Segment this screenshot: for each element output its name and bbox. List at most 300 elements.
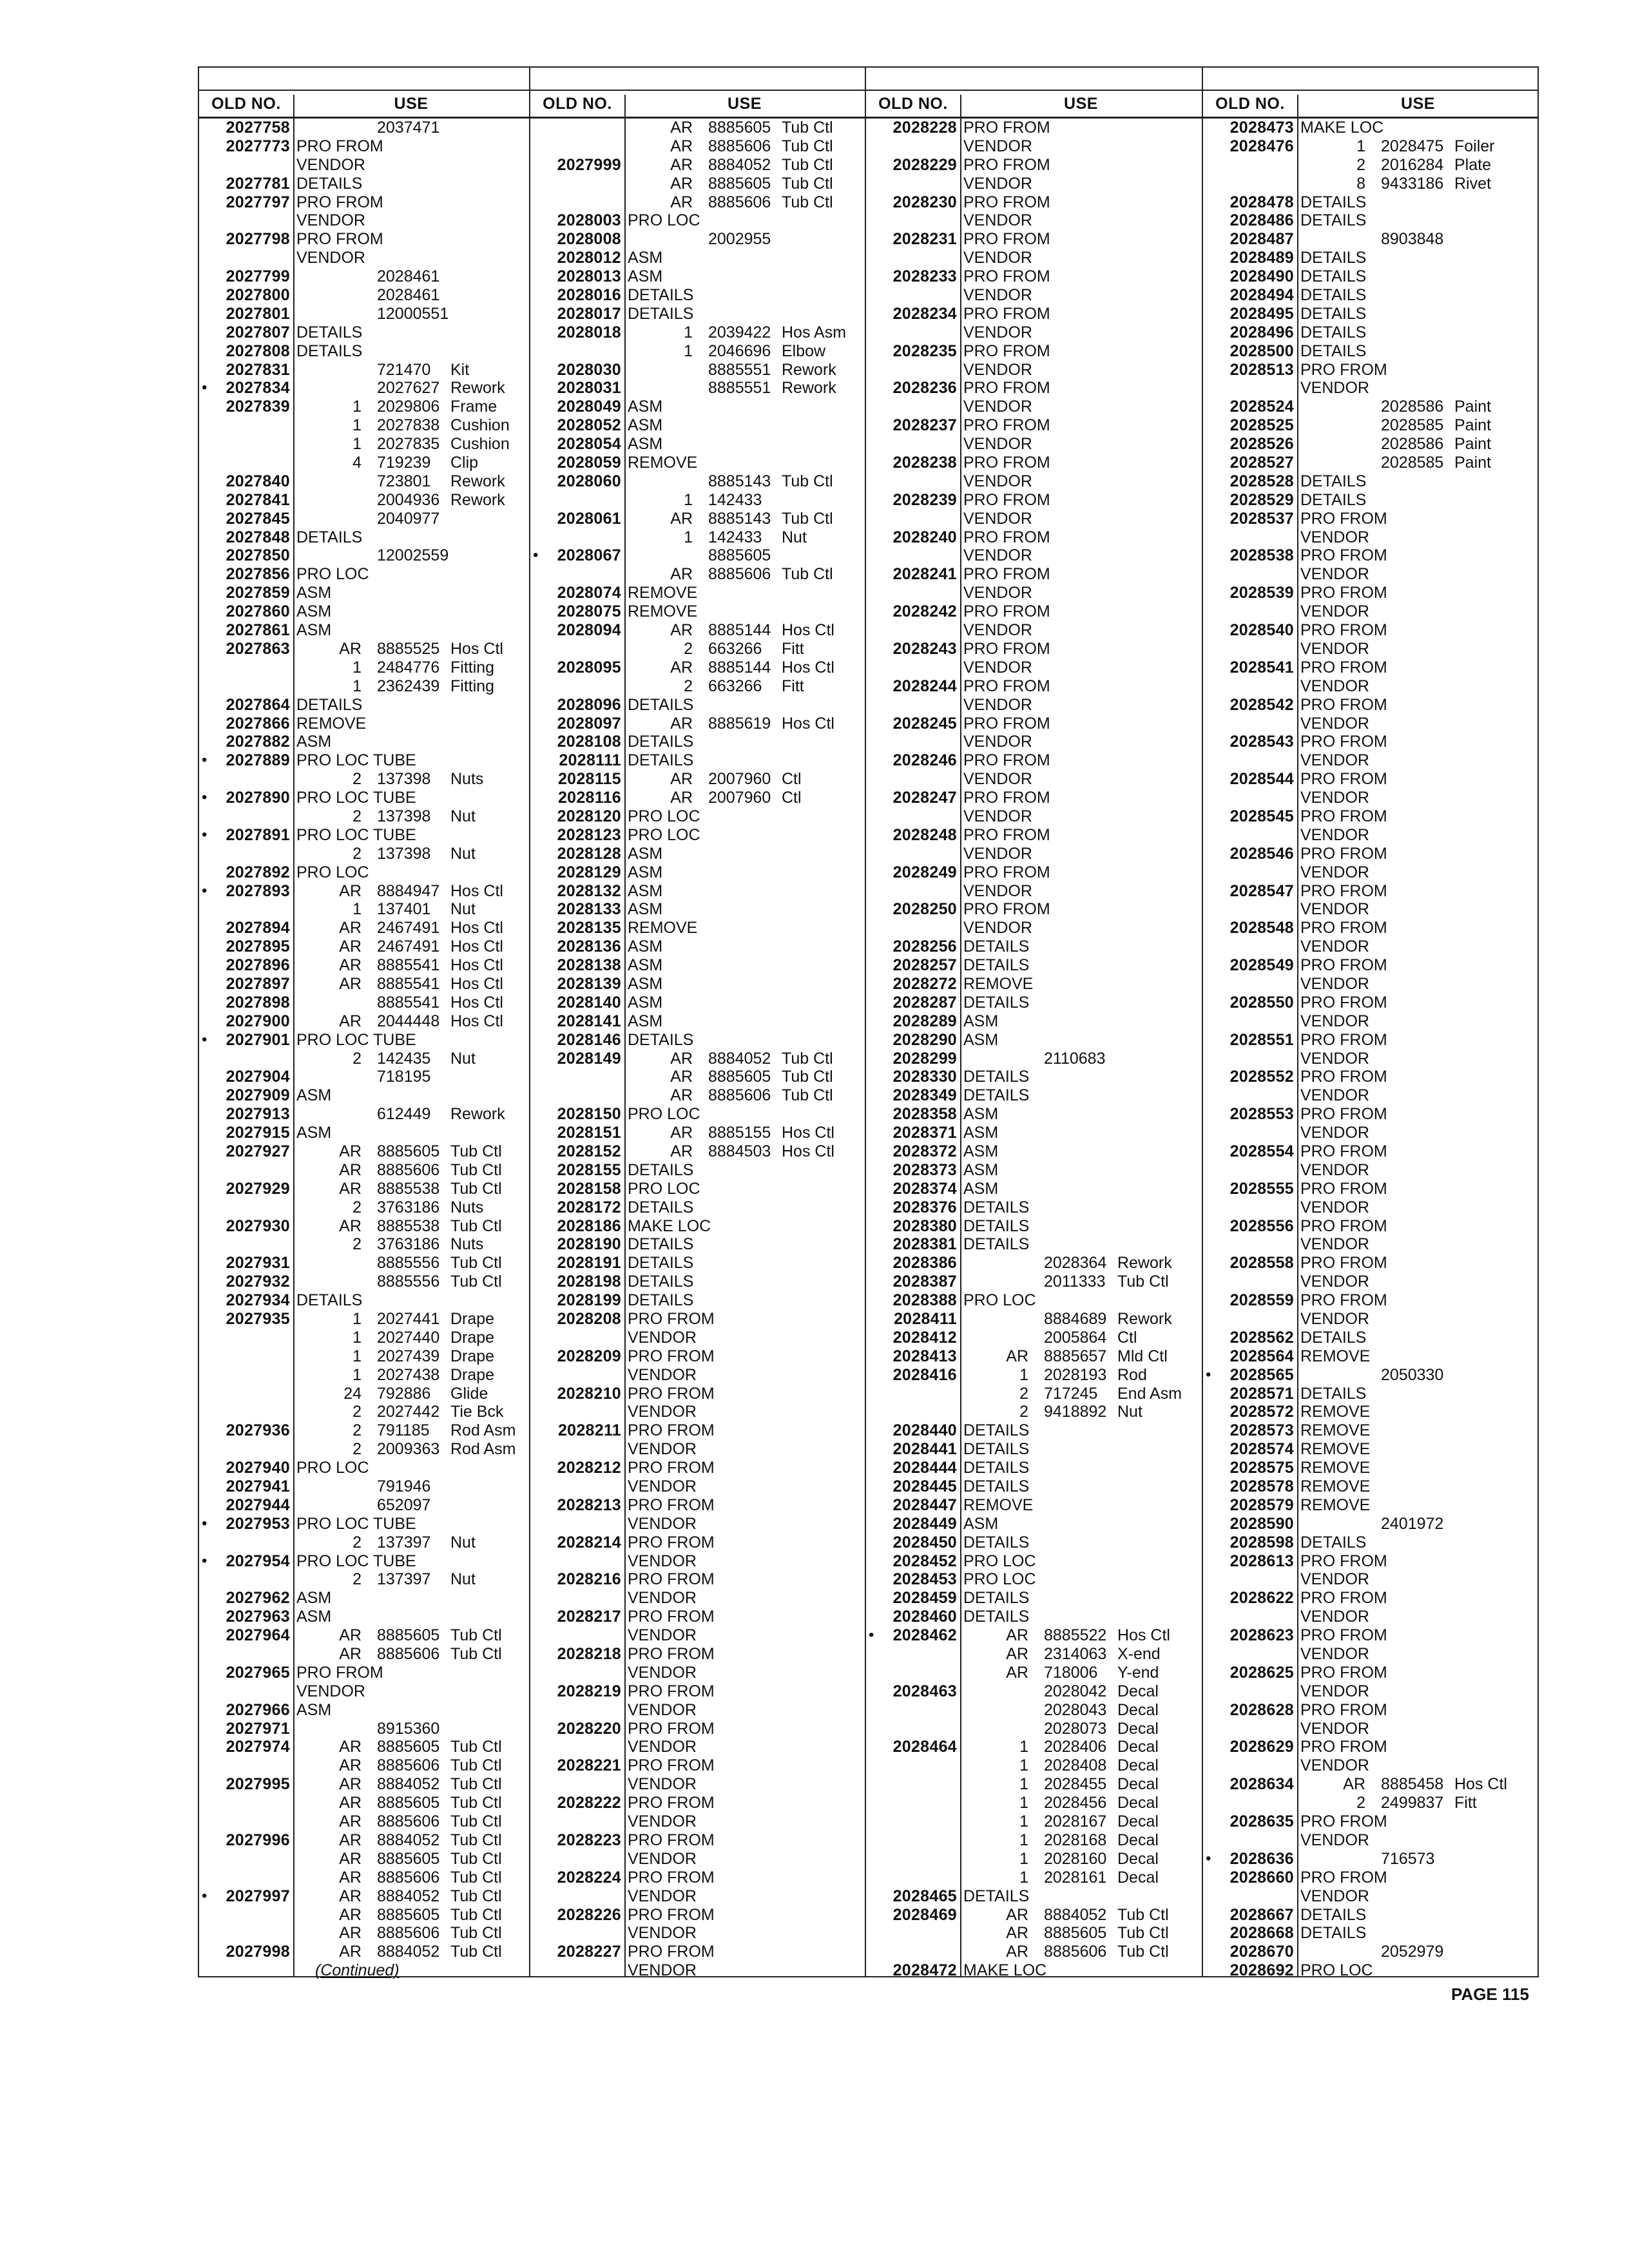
use-code: PRO FROM <box>963 565 1050 584</box>
use-code: DETAILS <box>1300 1384 1367 1403</box>
part-number: 8885606 <box>377 1645 440 1664</box>
part-number: 2467491 <box>377 937 440 956</box>
part-number: 137397 <box>377 1570 431 1589</box>
table-row <box>1203 249 1539 267</box>
use-code: DETAILS <box>628 1030 694 1049</box>
old-number: 2027845 <box>226 509 290 528</box>
old-number: 2028191 <box>557 1254 621 1273</box>
old-number: 2028008 <box>557 230 621 249</box>
table-row <box>1203 119 1539 137</box>
use-code: PRO LOC <box>296 863 369 881</box>
old-number: 2027807 <box>226 323 290 341</box>
use-code: ASM <box>628 1012 663 1030</box>
part-description: Tub Ctl <box>1117 1273 1169 1291</box>
old-number: 2028558 <box>1229 1254 1294 1273</box>
part-number: 2011333 <box>1044 1273 1106 1291</box>
table-row <box>1203 1515 1539 1533</box>
part-number: 663266 <box>708 677 762 695</box>
part-number: 2007960 <box>708 789 771 807</box>
table-row <box>866 1756 1202 1775</box>
old-number: 2027840 <box>226 472 290 490</box>
part-description: Fitt <box>1454 1794 1477 1812</box>
old-number: 2028287 <box>892 993 957 1012</box>
table-row <box>199 1961 529 1980</box>
use-code: PRO FROM <box>963 490 1050 509</box>
old-number: 2028494 <box>1229 286 1294 305</box>
part-description: Ctl <box>782 789 802 807</box>
table-row <box>530 267 865 286</box>
part-number: 137398 <box>377 770 431 789</box>
table-row <box>866 472 1202 491</box>
part-number: 2037471 <box>377 119 440 137</box>
use-code: PRO FROM <box>628 1645 715 1664</box>
part-description: Decal <box>1117 1700 1159 1719</box>
old-number: 2028223 <box>557 1831 621 1849</box>
table-row <box>530 119 865 137</box>
old-number: 2028374 <box>892 1179 957 1198</box>
part-description: Tub Ctl <box>450 1738 502 1756</box>
use-code: VENDOR <box>296 249 365 267</box>
part-number: 718006 <box>1044 1663 1098 1682</box>
quantity: AR <box>339 1812 361 1831</box>
old-number: 2028553 <box>1229 1105 1294 1124</box>
table-row <box>530 845 865 863</box>
old-number: 2027866 <box>226 714 290 733</box>
part-description: Decal <box>1117 1868 1159 1887</box>
use-code: VENDOR <box>1300 937 1369 956</box>
part-description: Decal <box>1117 1812 1159 1831</box>
old-number: 2028635 <box>1229 1812 1294 1831</box>
old-number: 2028150 <box>557 1105 621 1124</box>
table-row <box>866 1385 1202 1403</box>
part-description: Tub Ctl <box>782 155 833 174</box>
old-number: 2028129 <box>557 863 621 881</box>
table-row <box>866 323 1202 342</box>
use-code: ASM <box>963 1105 999 1124</box>
part-number: 2028586 <box>1381 398 1444 416</box>
part-description: Fitt <box>782 677 804 695</box>
use-code: DETAILS <box>1300 1533 1367 1552</box>
use-code: DETAILS <box>296 528 363 546</box>
use-code: PRO FROM <box>628 1794 715 1812</box>
part-number: 8885551 <box>708 379 771 398</box>
table-row <box>866 1626 1202 1645</box>
old-number: 2028128 <box>557 844 621 863</box>
header-old-no: OLD NO. <box>530 95 626 117</box>
table-row <box>199 211 529 230</box>
use-code: PRO FROM <box>963 900 1050 919</box>
part-description: Fitting <box>450 658 495 677</box>
old-number: 2027800 <box>226 286 290 305</box>
old-number: 2028017 <box>557 304 621 323</box>
part-description: Rework <box>450 379 505 398</box>
use-code: VENDOR <box>1300 1682 1369 1700</box>
old-number: 2028539 <box>1229 584 1294 602</box>
table-row <box>866 342 1202 361</box>
table-row <box>530 1831 865 1850</box>
old-number: 2028349 <box>892 1086 957 1105</box>
part-description: Rework <box>450 1105 505 1124</box>
old-number: 2028234 <box>892 304 957 323</box>
table-row <box>866 1496 1202 1515</box>
old-number: 2027893 <box>226 881 290 900</box>
use-code: ASM <box>628 844 663 863</box>
old-number: 2028256 <box>892 937 957 956</box>
old-number: 2028440 <box>892 1421 957 1440</box>
use-code: VENDOR <box>1300 1570 1369 1589</box>
old-number: 2028030 <box>557 360 621 379</box>
use-code: REMOVE <box>628 919 698 937</box>
part-number: 8885605 <box>1044 1924 1107 1943</box>
use-code: PRO FROM <box>296 193 383 211</box>
old-number: 2028469 <box>892 1905 957 1924</box>
quantity: 2 <box>352 1049 361 1068</box>
old-number: 2028546 <box>1229 844 1294 863</box>
table-row <box>530 193 865 212</box>
old-number: 2027998 <box>226 1943 290 1961</box>
use-code: ASM <box>296 621 332 640</box>
table-row <box>530 715 865 733</box>
table-row <box>866 1310 1202 1329</box>
old-number: 2028158 <box>557 1179 621 1198</box>
table-row <box>199 398 529 416</box>
table-row <box>866 249 1202 267</box>
part-number: 8885605 <box>377 1738 440 1756</box>
old-number: 2028052 <box>557 416 621 435</box>
part-description: Tub Ctl <box>782 1086 833 1105</box>
use-code: PRO FROM <box>628 1310 715 1328</box>
quantity: 2 <box>684 639 693 658</box>
use-code: VENDOR <box>963 695 1032 714</box>
table-row <box>1203 1812 1539 1831</box>
old-number: 2027974 <box>226 1738 290 1756</box>
old-number: 2028216 <box>557 1570 621 1589</box>
part-description: Hos Ctl <box>1454 1775 1507 1794</box>
old-number: 2027940 <box>226 1459 290 1477</box>
old-number: 2028229 <box>892 155 957 174</box>
table-row <box>530 602 865 621</box>
old-number: 2027904 <box>226 1068 290 1086</box>
use-code: VENDOR <box>963 211 1032 230</box>
use-code: PRO FROM <box>296 1663 383 1682</box>
part-description: Drape <box>450 1365 495 1384</box>
bullet-marker: • <box>1206 1849 1211 1867</box>
part-description: Hos Ctl <box>450 881 503 900</box>
quantity: AR <box>339 1887 361 1905</box>
use-code: VENDOR <box>628 1887 697 1905</box>
use-code: PRO FROM <box>963 751 1050 770</box>
old-number: 2028376 <box>892 1198 957 1216</box>
use-code: ASM <box>628 881 663 900</box>
use-code: REMOVE <box>1300 1495 1371 1514</box>
table-row <box>1203 1626 1539 1645</box>
table-row <box>530 1887 865 1906</box>
use-code: PRO LOC TUBE <box>296 751 416 770</box>
old-number: 2028579 <box>1229 1495 1294 1514</box>
use-code: VENDOR <box>1300 825 1369 844</box>
part-number: 2007960 <box>708 770 771 789</box>
quantity: 1 <box>1019 1775 1028 1794</box>
part-number: 8885605 <box>377 1142 440 1160</box>
table-row <box>199 565 529 584</box>
table-row <box>199 1031 529 1050</box>
use-code: DETAILS <box>1300 267 1367 286</box>
old-number: 2028578 <box>1229 1477 1294 1496</box>
part-description: Nut <box>782 528 807 546</box>
old-number: 2028574 <box>1229 1440 1294 1459</box>
part-number: 721470 <box>377 360 431 379</box>
use-code: DETAILS <box>628 304 694 323</box>
table-row <box>199 267 529 286</box>
old-number: 2028214 <box>557 1533 621 1552</box>
table-row <box>866 1887 1202 1906</box>
old-number: 2028152 <box>557 1142 621 1160</box>
use-code: ASM <box>963 1179 999 1198</box>
part-number: 2028193 <box>1044 1365 1107 1384</box>
table-row <box>1203 1273 1539 1291</box>
bullet-marker: • <box>202 1887 207 1905</box>
table-row <box>866 1738 1202 1756</box>
table-row <box>866 845 1202 863</box>
use-code: VENDOR <box>628 1775 697 1794</box>
table-row <box>530 1105 865 1124</box>
old-number: 2028444 <box>892 1459 957 1477</box>
old-number: 2028388 <box>892 1291 957 1310</box>
old-number: 2027934 <box>226 1291 290 1310</box>
table-row <box>1203 677 1539 696</box>
old-number: 2028452 <box>892 1552 957 1570</box>
old-number: 2028013 <box>557 267 621 286</box>
quantity: AR <box>339 1179 361 1198</box>
old-number: 2027966 <box>226 1700 290 1719</box>
part-number: 8885605 <box>377 1794 440 1812</box>
quantity: 1 <box>1356 137 1365 155</box>
table-row <box>1203 1496 1539 1515</box>
old-number: 2027965 <box>226 1663 290 1682</box>
quantity: AR <box>670 155 693 174</box>
part-number: 2028461 <box>377 286 440 305</box>
table-row <box>199 305 529 323</box>
table-row <box>866 1329 1202 1347</box>
parts-table <box>198 66 1539 1980</box>
table-row <box>530 342 865 361</box>
use-code: PRO LOC <box>628 1105 700 1124</box>
table-row <box>1203 1161 1539 1180</box>
old-number: 2028140 <box>557 993 621 1012</box>
table-row <box>530 211 865 230</box>
table-row <box>530 1086 865 1105</box>
table-row <box>199 1217 529 1236</box>
use-code: PRO FROM <box>963 341 1050 360</box>
old-number: 2027932 <box>226 1273 290 1291</box>
quantity: 2 <box>1356 1794 1365 1812</box>
old-number: 2028670 <box>1229 1943 1294 1961</box>
quantity: 2 <box>352 844 361 863</box>
table-row <box>1203 1254 1539 1273</box>
old-number: 2028538 <box>1229 546 1294 565</box>
use-code: VENDOR <box>1300 1887 1369 1905</box>
part-description: Paint <box>1454 454 1491 472</box>
part-description: Decal <box>1117 1849 1159 1868</box>
table-row <box>866 510 1202 528</box>
table-row <box>1203 751 1539 770</box>
part-description: Glide <box>450 1384 488 1403</box>
use-code: PRO LOC TUBE <box>296 1514 416 1533</box>
bullet-marker: • <box>202 379 207 397</box>
part-number: 8885606 <box>708 137 771 155</box>
part-description: Tub Ctl <box>450 1887 502 1905</box>
old-number: 2028054 <box>557 435 621 454</box>
table-row <box>199 1366 529 1385</box>
old-number: 2027834 <box>226 379 290 398</box>
old-number: 2028387 <box>892 1273 957 1291</box>
old-number: 2028692 <box>1229 1961 1294 1980</box>
bullet-marker: • <box>202 825 207 843</box>
part-number: 2050330 <box>1381 1365 1444 1384</box>
quantity: 1 <box>1019 1756 1028 1775</box>
old-number: 2028380 <box>892 1216 957 1235</box>
part-number: 2046696 <box>708 341 771 360</box>
old-number: 2027953 <box>226 1514 290 1533</box>
old-number: 2028141 <box>557 1012 621 1030</box>
table-row <box>199 1589 529 1608</box>
old-number: 2027996 <box>226 1831 290 1849</box>
part-description: Nuts <box>450 770 484 789</box>
use-code: PRO FROM <box>1300 956 1387 975</box>
bullet-marker: • <box>1206 1365 1211 1383</box>
table-row <box>530 975 865 994</box>
old-number: 2027997 <box>226 1887 290 1905</box>
old-number: 2027935 <box>226 1310 290 1328</box>
use-code: PRO FROM <box>1300 695 1387 714</box>
quantity: 2 <box>352 1198 361 1216</box>
part-description: Tub Ctl <box>782 509 833 528</box>
quantity: 1 <box>684 490 693 509</box>
table-row <box>199 1050 529 1068</box>
old-number: 2028527 <box>1229 454 1294 472</box>
table-row <box>199 491 529 510</box>
header-use: USE <box>1064 95 1098 113</box>
old-number: 2028544 <box>1229 770 1294 789</box>
part-number: 12000551 <box>377 304 449 323</box>
use-code: MAKE LOC <box>963 1961 1047 1980</box>
table-row <box>866 1254 1202 1273</box>
use-code: REMOVE <box>628 454 698 472</box>
table-row <box>530 937 865 956</box>
part-number: 8885605 <box>708 1068 771 1086</box>
old-number: 2027897 <box>226 974 290 993</box>
table-row <box>866 175 1202 193</box>
table-row <box>199 1012 529 1031</box>
table-row <box>866 1366 1202 1385</box>
use-code: VENDOR <box>296 211 365 230</box>
old-number: 2028049 <box>557 398 621 416</box>
part-number: 8884052 <box>708 1049 771 1068</box>
table-row <box>1203 1831 1539 1850</box>
part-number: 8915360 <box>377 1719 440 1738</box>
table-row <box>866 119 1202 137</box>
table-row <box>866 789 1202 807</box>
table-row <box>866 156 1202 175</box>
old-number: 2027894 <box>226 919 290 937</box>
header-old-no: OLD NO. <box>1203 95 1298 117</box>
use-code: VENDOR <box>628 1440 697 1459</box>
table-row <box>866 900 1202 919</box>
part-number: 137398 <box>377 844 431 863</box>
table-row <box>1203 1775 1539 1794</box>
old-number: 2028031 <box>557 379 621 398</box>
old-number: 2028094 <box>557 621 621 640</box>
table-row <box>1203 1887 1539 1906</box>
old-number: 2028146 <box>557 1030 621 1049</box>
part-number: 2004936 <box>377 490 440 509</box>
use-code: PRO FROM <box>628 1682 715 1700</box>
use-code: PRO FROM <box>628 1347 715 1365</box>
old-number: 2028138 <box>557 956 621 975</box>
part-description: Tub Ctl <box>782 1068 833 1086</box>
table-row <box>866 1794 1202 1812</box>
part-description: Tub Ctl <box>450 1794 502 1812</box>
table-row <box>530 1161 865 1180</box>
table-row <box>530 1533 865 1552</box>
part-number: 8884503 <box>708 1142 771 1160</box>
part-number: 2027627 <box>377 379 440 398</box>
use-code: PRO FROM <box>628 1533 715 1552</box>
use-code: PRO FROM <box>1300 584 1387 602</box>
part-number: 2028456 <box>1044 1794 1107 1812</box>
use-code: PRO FROM <box>628 1608 715 1626</box>
quantity: 1 <box>352 1365 361 1384</box>
use-code: ASM <box>296 1608 332 1626</box>
part-number: 2028585 <box>1381 454 1444 472</box>
table-column-3 <box>866 68 1203 1980</box>
old-number: 2027848 <box>226 528 290 546</box>
use-code: DETAILS <box>296 695 363 714</box>
table-row <box>530 789 865 807</box>
part-description: Clip <box>450 454 479 472</box>
part-number: 8885605 <box>708 546 771 565</box>
use-code: VENDOR <box>963 286 1032 305</box>
old-number: 2028067 <box>557 546 621 565</box>
part-number: 8885144 <box>708 621 771 640</box>
quantity: 8 <box>1356 174 1365 193</box>
old-number: 2028545 <box>1229 807 1294 825</box>
table-row <box>866 621 1202 640</box>
part-number: 2044448 <box>377 1012 440 1030</box>
table-row <box>530 454 865 472</box>
old-number: 2028230 <box>892 193 957 211</box>
old-number: 2028220 <box>557 1719 621 1738</box>
quantity: 1 <box>684 341 693 360</box>
table-row <box>1203 193 1539 212</box>
use-code: PRO FROM <box>1300 807 1387 825</box>
part-number: 8884052 <box>377 1887 440 1905</box>
use-code: MAKE LOC <box>1300 119 1384 137</box>
old-number: 2028218 <box>557 1645 621 1664</box>
quantity: 1 <box>352 658 361 677</box>
use-code: DETAILS <box>963 1086 1030 1105</box>
table-row <box>1203 1217 1539 1236</box>
table-row <box>530 1924 865 1943</box>
use-code: PRO FROM <box>628 1495 715 1514</box>
part-description: Decal <box>1117 1756 1159 1775</box>
table-row <box>530 1347 865 1366</box>
part-number: 2028461 <box>377 267 440 286</box>
table-row <box>530 1906 865 1925</box>
table-row <box>1203 323 1539 342</box>
use-code: VENDOR <box>963 844 1032 863</box>
table-row <box>1203 1589 1539 1608</box>
